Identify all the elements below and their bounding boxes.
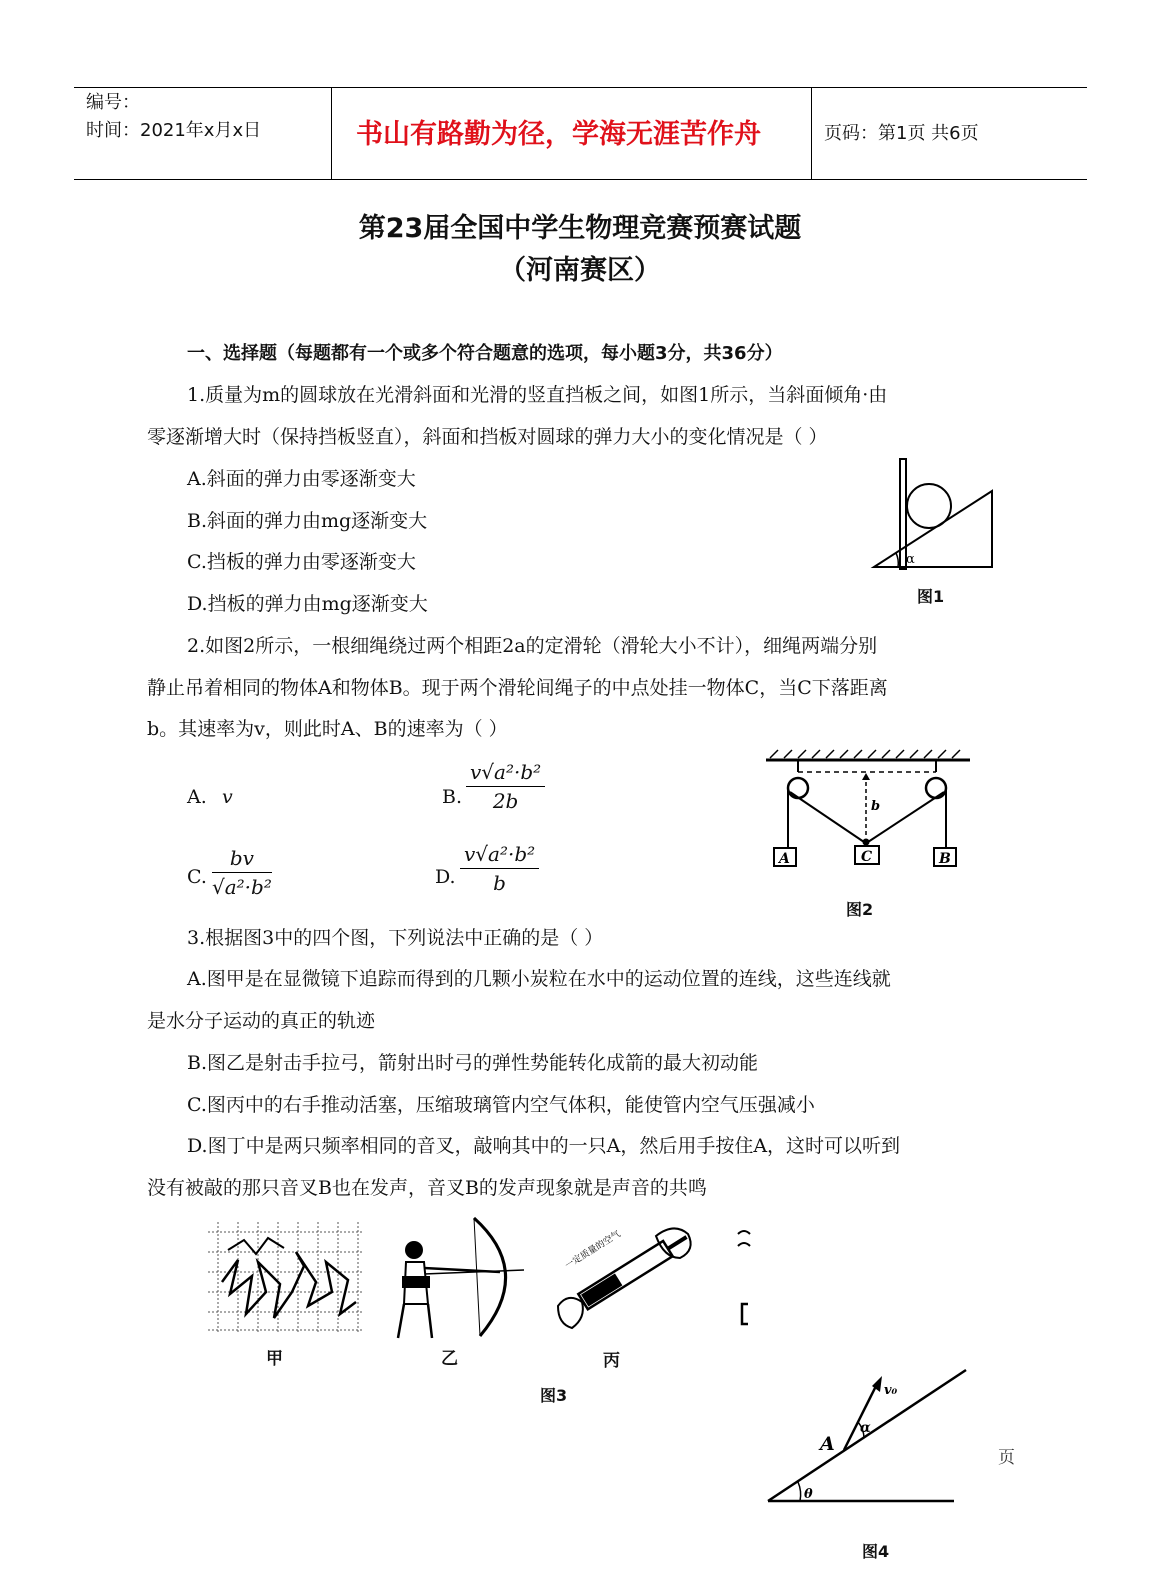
fig4-theta: θ [804,1487,813,1502]
header-top-rule [74,87,1087,88]
fig2-label-b: B [939,851,951,867]
figure-2 [764,748,974,876]
fig2-caption: 图2 [846,900,874,919]
q2-option-b-fraction [466,760,545,813]
figure-4 [760,1364,970,1506]
q2-option-d-numerator: v√a²·b² [460,842,539,869]
q3-option-d-line1: D.图丁中是两只频率相同的音叉，敲响其中的一只A，然后用手按住A，这时可以听到 [187,1135,901,1157]
q3-option-b: B.图乙是射击手拉弓，箭射出时弓的弹性势能转化成箭的最大初动能 [187,1052,759,1074]
page-subtitle: （河南赛区） [499,255,661,286]
q2-option-a-label: A. [187,786,207,808]
q3-option-c: C.图丙中的右手推动活塞，压缩玻璃管内空气体积，能使管内空气压强减小 [187,1094,815,1116]
q2-option-d-fraction [460,842,539,895]
q2-line2: 静止吊着相同的物体A和物体B。现于两个滑轮间绳子的中点处挂一物体C，当C下落距离 [147,677,888,699]
footer-page-mark: 页 [998,1448,1015,1468]
fig1-angle-arc [896,553,898,567]
fig2-rope-left [790,792,864,842]
fig3-label-yi: 乙 [441,1349,458,1369]
figure-1 [868,455,1000,575]
q1-line1: 1.质量为m的圆球放在光滑斜面和光滑的竖直挡板之间，如图1所示，当斜面倾角·由 [187,384,888,406]
header-page-label: 页码：第1页 共6页 [824,123,979,144]
fig3-archer-head [405,1241,423,1259]
header-number-label: 编号： [86,92,140,113]
fig2-label-a: A [779,851,790,867]
q3-line1: 3.根据图3中的四个图，下列说法中正确的是（ ） [187,927,604,949]
fig3-brownian-path [222,1252,356,1318]
fig1-ball [907,484,951,528]
fig1-angle-label: α [906,552,915,567]
header-motto: 书山有路勤为径，学海无涯苦作舟 [356,119,761,150]
q2-line3: b。其速率为v，则此时A、B的速率为（ ） [147,718,508,740]
fig4-label-a: A [820,1433,835,1455]
fig1-caption: 图1 [917,587,945,606]
fig3-label-jia: 甲 [266,1349,283,1369]
q1-option-b: B.斜面的弹力由mg逐渐变大 [187,510,428,532]
fig2-pulley-left [788,778,808,798]
q1-option-c: C.挡板的弹力由零逐渐变大 [187,551,416,573]
fig4-v0: v₀ [884,1383,898,1398]
q2-option-a-value: v [222,786,233,808]
q3-option-a-line1: A.图甲是在显微镜下追踪而得到的几颗小炭粒在水中的运动位置的连线，这些连线就 [187,968,891,990]
section-heading: 一、选择题（每题都有一个或多个符合题意的选项，每小题3分，共36分） [187,343,783,364]
q3-option-a-line2: 是水分子运动的真正的轨迹 [147,1010,376,1032]
header-divider-right [811,87,812,179]
q2-option-c-fraction [212,846,272,899]
fig4-caption: 图4 [862,1542,890,1561]
q3-option-d-line2: 没有被敲的那只音叉B也在发声，音叉B的发声现象就是声音的共鸣 [147,1177,707,1199]
header-divider-left [331,87,332,179]
q2-option-d-label: D. [435,866,456,888]
q2-option-d-denominator: b [493,871,506,895]
fig4-alpha: α [860,1420,871,1436]
q2-option-b-denominator: 2b [492,789,519,813]
fig3-syringe-label: 一定质量的空气 [563,1229,623,1272]
q2-option-c-label: C. [187,866,207,888]
figure-3-ding-partial [734,1224,754,1336]
fig2-ceiling-hatch [770,750,960,758]
fig3-label-bing: 丙 [603,1351,620,1371]
q2-option-c-denominator: √a²·b² [212,875,272,899]
q1-option-a: A.斜面的弹力由零逐渐变大 [187,468,416,490]
figure-3-jia [208,1222,364,1334]
header-bottom-rule [74,179,1087,180]
page-title: 第23届全国中学生物理竞赛预赛试题 [358,213,802,244]
q2-option-c-numerator: bv [212,846,272,873]
q1-option-d: D.挡板的弹力由mg逐渐变大 [187,593,428,615]
fig3-caption: 图3 [540,1386,568,1405]
fig2-pulley-right [926,778,946,798]
fig2-label-c: C [861,849,873,865]
fig1-incline [874,491,992,567]
fig3-left-hand [558,1298,583,1328]
header-time-label: 时间：2021年x月x日 [86,120,262,141]
fig2-label-b-distance: b [871,799,881,814]
figure-3-bing [552,1214,700,1336]
q1-line2: 零逐渐增大时（保持挡板竖直），斜面和挡板对圆球的弹力大小的变化情况是（ ） [147,426,828,448]
q2-option-b-numerator: v√a²·b² [466,760,545,787]
q2-line1: 2.如图2所示，一根细绳绕过两个相距2a的定滑轮（滑轮大小不计），细绳两端分别 [187,635,878,657]
q2-option-b-label: B. [442,786,463,808]
figure-3-yi [384,1212,528,1342]
